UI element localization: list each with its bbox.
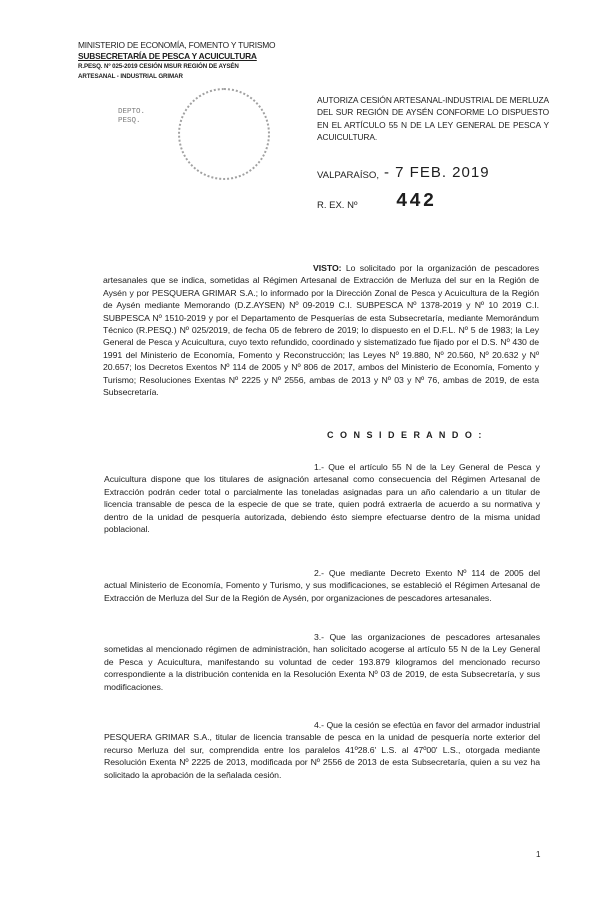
visto-paragraph — [103, 262, 539, 398]
place-label: VALPARAÍSO, — [317, 170, 380, 181]
resolution-number: 442 — [396, 190, 437, 212]
visto-label: VISTO: — [313, 263, 342, 273]
official-seal-stamp — [178, 88, 270, 180]
resolution-number-label: R. EX. Nº — [317, 200, 358, 211]
considerando-2-text: 2.- Que mediante Decreto Exento Nº 114 de 2005 del actual Ministerio de Economía, Fomento y Turismo, y sus modificaciones, se estableció el Régimen Artesanal de Extracción de Merluza del Sur de la Región de Aysén, por organizaciones de pescadores artesanales. — [104, 568, 540, 603]
resolution-subject: AUTORIZA CESIÓN ARTESANAL-INDUSTRIAL DE MERLUZA DEL SUR REGIÓN DE AYSÉN CONFORME LO DISPUESTO EN EL ARTÍCULO 55 N DE LA LEY GENERAL DE PESCA Y ACUICULTURA. — [317, 95, 549, 143]
visto-text: Lo solicitado por la organización de pescadores artesanales que se indica, sometidas al Régimen Artesanal de Extracción de Merluza del sur en la Región de Aysén y por PESQUERA GRIMAR S.A.; lo informado por la Dirección Zonal de Pesca y Acuicultura de la Región de Aysén mediante Memorando (D.Z.AYSEN) Nº 09-2019 C.I. SUBPESCA Nº 1378-2019 y Nº 10 2019 C.I. SUBPESCA Nº 1510-2019 y por el Departamento de Pesquerías de esta Subsecretaría, mediante Memorándum Técnico (R.PESQ.) Nº 025/2019, de fecha 05 de febrero de 2019; lo dispuesto en el D.F.L. Nº 5 de 1983; la Ley General de Pesca y Acuicultura, cuyo texto refundido, coordinado y sistematizado fue fijado por el D.S. Nº 430 de 1991 del Ministerio de Economía, Fomento y Reconstrucción; las Leyes Nº 19.880, Nº 20.560, Nº 20.632 y Nº 20.657; los Decretos Exentos Nº 114 de 2005 y Nº 806 de 2017, ambos del Ministerio de Economía, Fomento y Turismo; Resoluciones Exentas Nº 2225 y Nº 2556, ambas de 2013 y Nº 03 y Nº 76, ambas de 2019, de esta Subsecretaría. — [103, 263, 539, 398]
subsecretaria-name: SUBSECRETARÍA DE PESCA Y ACUICULTURA — [78, 51, 257, 61]
considerando-4 — [104, 719, 540, 781]
considerando-2 — [104, 567, 540, 604]
considerando-heading: C O N S I D E R A N D O : — [327, 430, 484, 440]
considerando-4-text: 4.- Que la cesión se efectúa en favor del armador industrial PESQUERA GRIMAR S.A., titular de licencia transable de pesca en la unidad de pesquería norte exterior del recurso Merluza del sur, comprendida entre los paralelos 41º28.6' L.S. al 47º00' L.S., otorgada mediante Resolución Exenta Nº 2225 de 2013, modificada por Nº 2556 de 2013 de esta Subsecretaría, quien a su vez ha solicitado la aprobación de la señalada cesión. — [104, 720, 540, 780]
reference-line-2: ARTESANAL - INDUSTRIAL GRIMAR — [78, 73, 183, 80]
department-stamp: DEPTO. PESQ. — [118, 108, 146, 125]
considerando-3-text: 3.- Que las organizaciones de pescadores artesanales sometidas al mencionado régimen de administración, han solicitado acogerse al artículo 55 N de la Ley General de Pesca y Acuicultura, manifestando su voluntad de ceder 193.879 kilogramos del mencionado recurso correspondiente a la distribución contenida en la Resolución Exenta Nº 03 de 2019, de esta Subsecretaría, y sus modificaciones. — [104, 632, 540, 692]
considerando-3 — [104, 631, 540, 693]
page-number: 1 — [536, 850, 541, 859]
considerando-1 — [104, 461, 540, 535]
reference-line: R.PESQ. Nº 025-2019 CESIÓN MSUR REGIÓN DE AYSÉN — [78, 63, 239, 70]
considerando-1-text: 1.- Que el artículo 55 N de la Ley General de Pesca y Acuicultura dispone que los titulares de asignación artesanal como consecuencia del Régimen Artesanal de Extracción podrán ceder total o parcialmente las toneladas asignadas para un año calendario a un titular de licencia transable de pesca de la especie de que se trate, quien podrá extraerla de acuerdo a su normativa y dentro de la unidad de pesquería autorizada, debiendo ésto siempre efectuarse dentro de la misma unidad poblacional. — [104, 462, 540, 535]
stamped-date: - 7 FEB. 2019 — [384, 164, 490, 181]
ministry-name: MINISTERIO DE ECONOMÍA, FOMENTO Y TURISMO — [78, 40, 276, 50]
letterhead — [78, 40, 308, 82]
